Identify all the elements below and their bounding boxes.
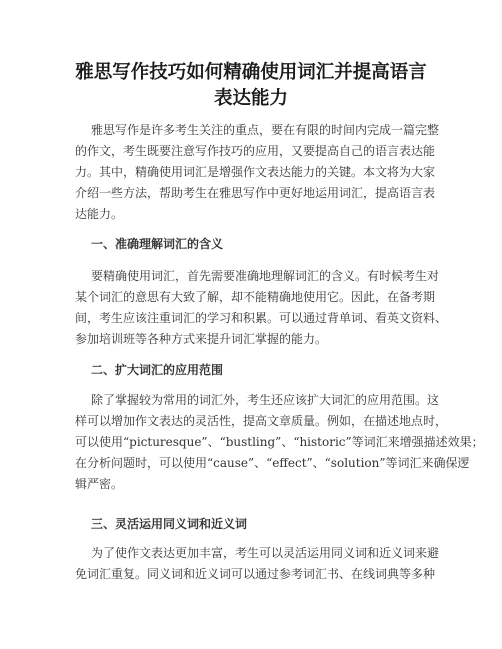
paragraph-line: 达能力。 xyxy=(75,207,124,221)
paragraph-line: 间，考生应该注重词汇的学习和积累。可以通过背单词、看英文资料、 xyxy=(75,311,448,325)
paragraph-line: 力。其中，精确使用词汇是增强作文表达能力的关键。本文将为大家 xyxy=(75,165,436,179)
paragraph-line: 参加培训班等各种方式来提升词汇掌握的能力。 xyxy=(75,332,328,346)
paragraph-line: 在分析问题时，可以使用“cause”、“effect”、“solution”等词汇来确保逻 xyxy=(75,456,470,470)
title-line-1: 雅思写作技巧如何精确使用词汇并提高语言 xyxy=(75,62,427,83)
paragraph-line: 某个词汇的意思有大致了解，却不能精确地使用它。因此，在备考期 xyxy=(75,290,436,304)
title-line-2: 表达能力 xyxy=(213,88,288,109)
section-heading-3: 三、灵活运用同义词和近义词 xyxy=(91,517,248,531)
document-title xyxy=(60,60,442,112)
paragraph-line: 辑严密。 xyxy=(75,477,124,491)
section-3-paragraph xyxy=(75,543,440,585)
section-1-paragraph xyxy=(75,266,448,350)
paragraph-line: 可以使用“picturesque”、“bustling”、“historic”等词汇来增强描述效果； xyxy=(75,435,484,449)
paragraph-line: 介绍一些方法，帮助考生在雅思写作中更好地运用词汇，提高语言表 xyxy=(75,186,436,200)
section-2-paragraph xyxy=(75,390,484,495)
section-heading-1: 一、准确理解词汇的含义 xyxy=(91,237,224,251)
paragraph-line: 免词汇重复。同义词和近义词可以通过参考词汇书、在线词典等多种 xyxy=(75,567,436,581)
paragraph-line: 除了掌握较为常用的词汇外，考生还应该扩大词汇的应用范围。这 xyxy=(91,393,440,407)
paragraph-line: 的作文，考生既要注意写作技巧的应用，又要提高自己的语言表达能 xyxy=(75,144,436,158)
paragraph-line: 要精确使用词汇，首先需要准确地理解词汇的含义。有时候考生对 xyxy=(91,269,440,283)
paragraph-line: 为了使作文表达更加丰富，考生可以灵活运用同义词和近义词来避 xyxy=(91,546,440,560)
paragraph-line: 样可以增加作文表达的灵活性，提高文章质量。例如，在描述地点时， xyxy=(75,414,448,428)
intro-paragraph xyxy=(75,120,440,225)
section-heading-2: 二、扩大词汇的应用范围 xyxy=(91,363,224,377)
paragraph-line: 雅思写作是许多考生关注的重点，要在有限的时间内完成一篇完整 xyxy=(91,123,440,137)
